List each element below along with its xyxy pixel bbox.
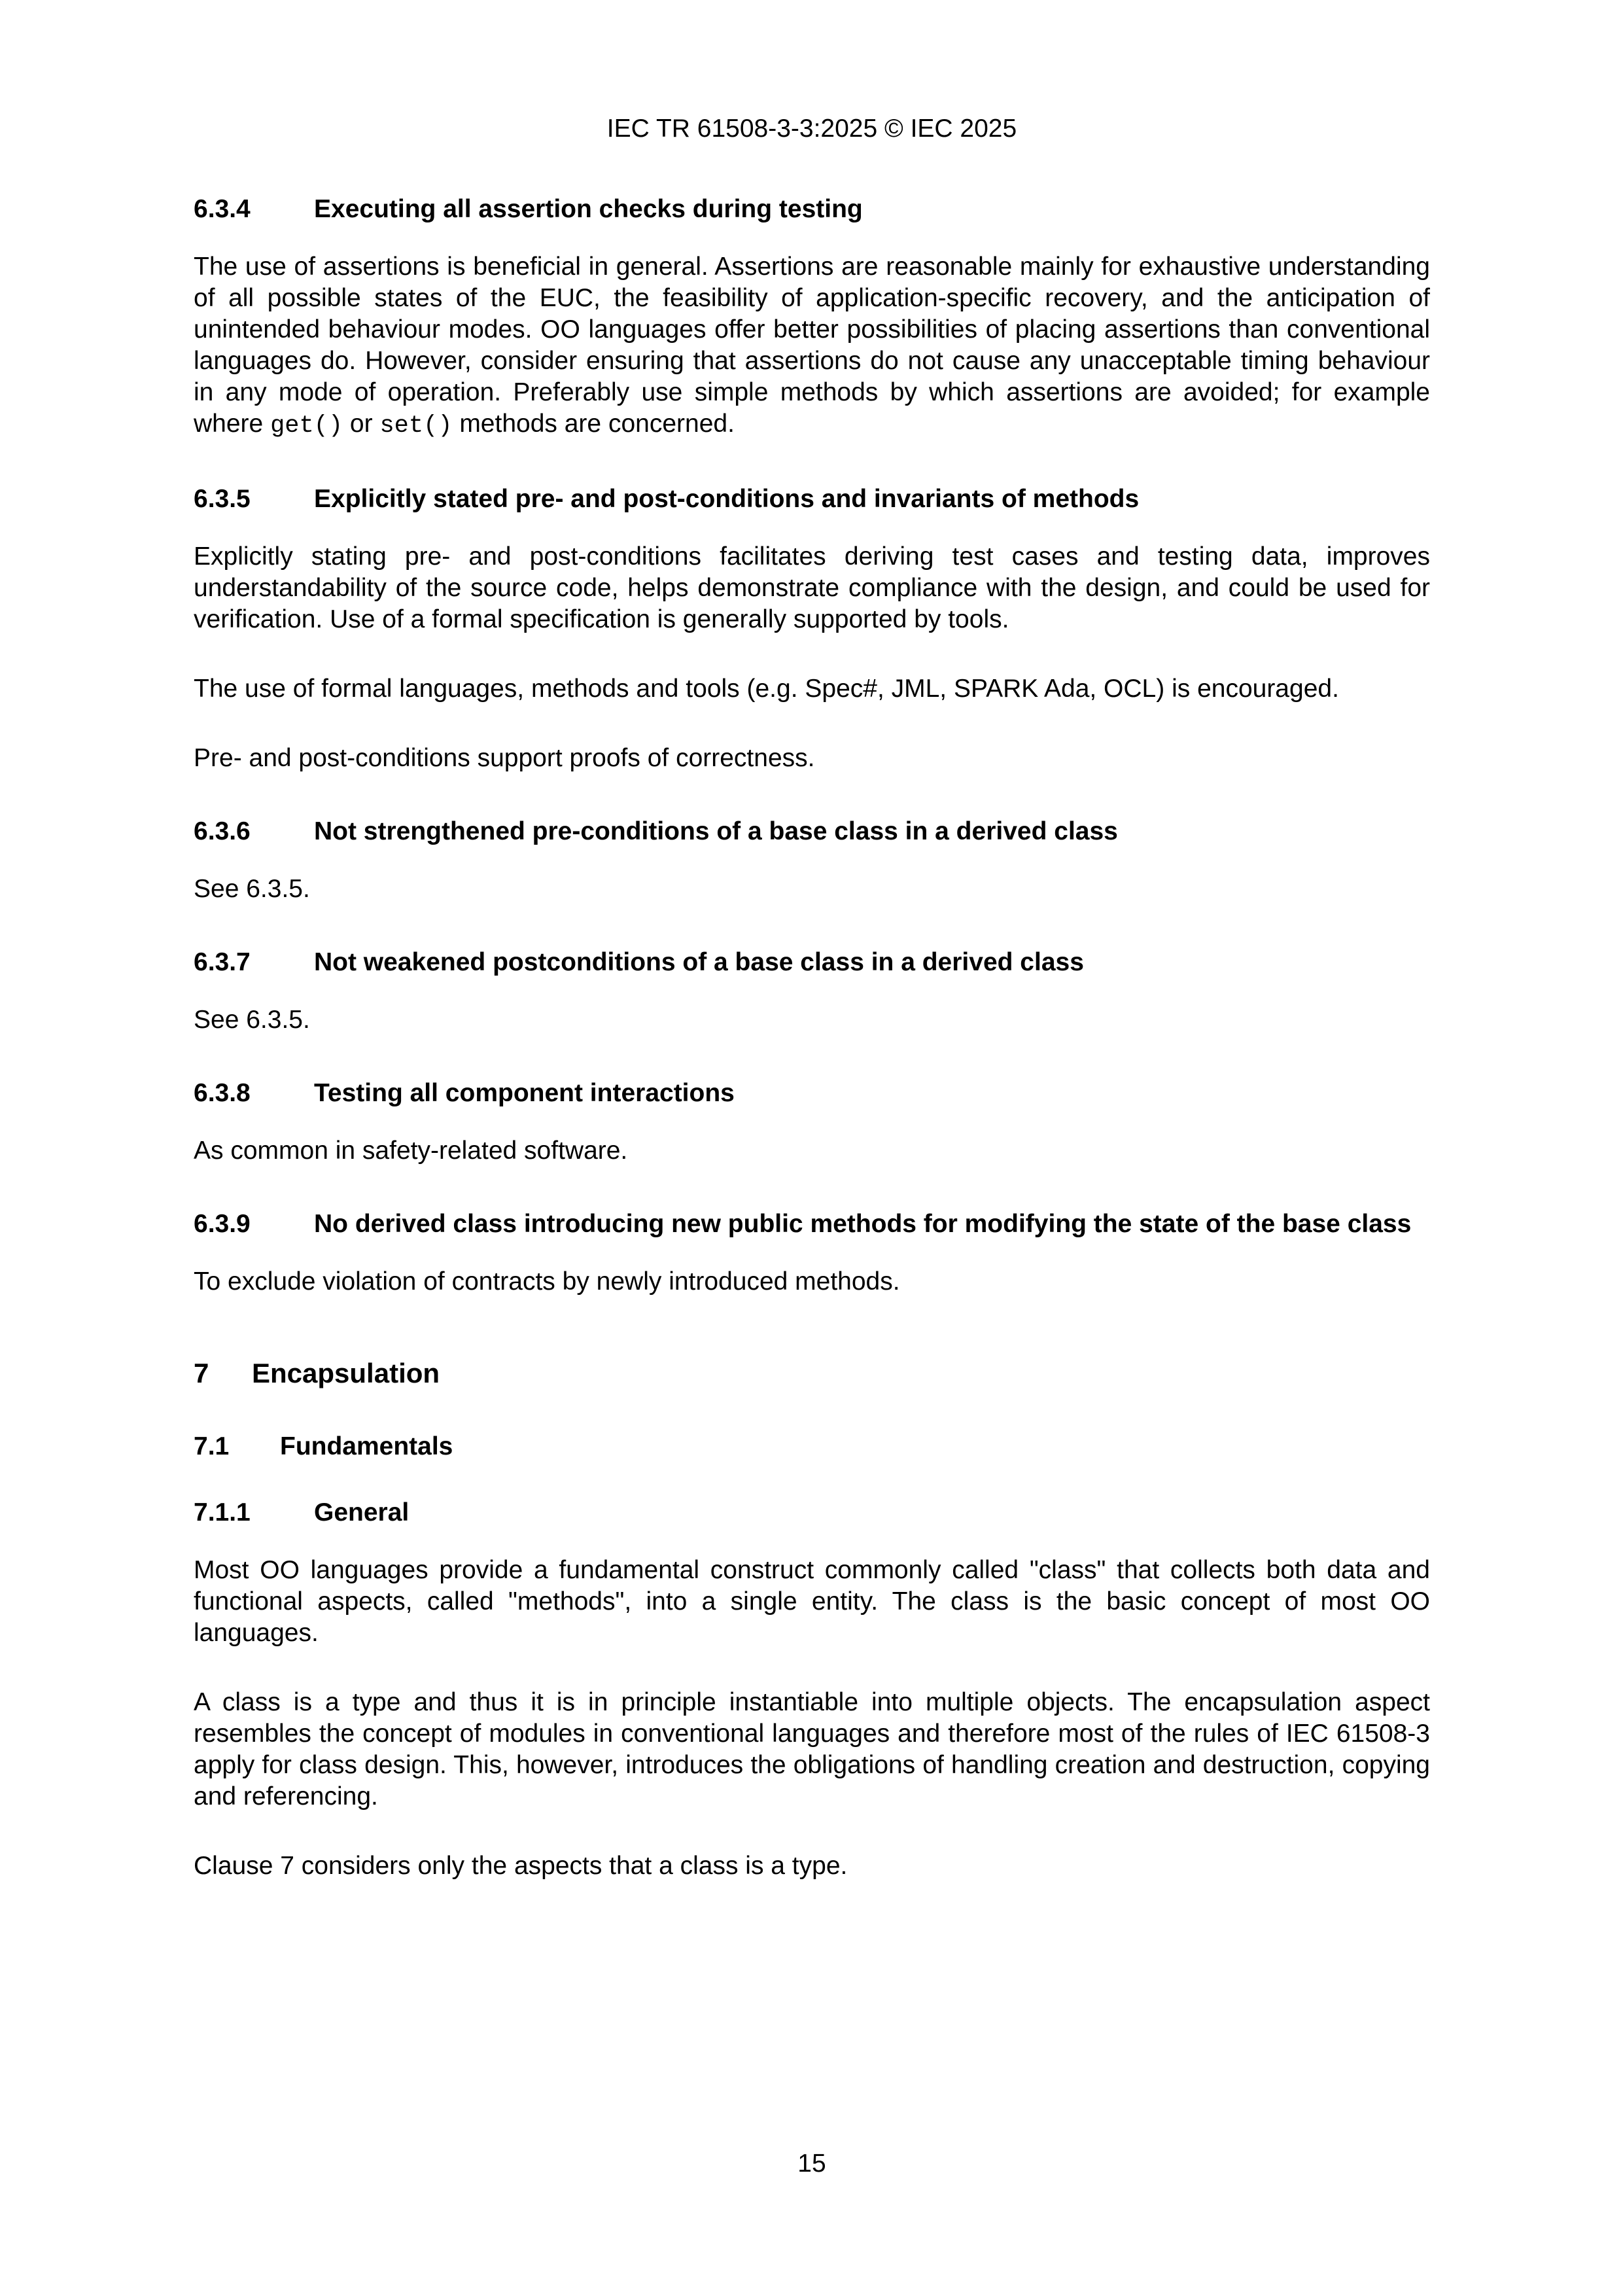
heading-title: No derived class introducing new public methods for modifying the state of the base class [314,1210,1412,1238]
heading-6-3-7 [194,947,1430,978]
heading-number: 6.3.7 [194,948,251,976]
heading-title: Explicitly stated pre- and post-conditions and invariants of methods [314,485,1140,513]
heading-title: Encapsulation [252,1358,440,1388]
paragraph-6-3-8: As common in safety-related software. [194,1137,628,1165]
paragraph-6-3-5-3: Pre- and post-conditions support proofs of correctness. [194,744,815,772]
heading-6-3-9 [194,1209,1430,1240]
paragraph-7-1-1-2: A class is a type and thus it is in principle instantiable into multiple objects. The encapsulation aspect resembles the concept of modules in conventional languages and therefore most of the rules of IEC 61508-3 apply for class design. This, however, introduces the obligations of handling creation and destruction, copying and referencing. [194,1688,1430,1810]
heading-6-3-5 [194,484,1430,515]
heading-number: 7.1.1 [194,1498,251,1527]
paragraph-7-1-1-3: Clause 7 considers only the aspects that a class is a type. [194,1852,848,1880]
heading-title: Not weakened postconditions of a base class in a derived class [314,948,1084,976]
heading-7-1-1 [194,1497,1430,1528]
paragraph-7-1-1-1: Most OO languages provide a fundamental construct commonly called "class" that collects both data and functional aspects, called "methods", into a single entity. The class is the basic concept of most OO languages. [194,1556,1430,1647]
heading-number: 7 [194,1358,209,1388]
paragraph-6-3-5-2: The use of formal languages, methods and tools (e.g. Spec#, JML, SPARK Ada, OCL) is encouraged. [194,675,1339,703]
heading-number: 6.3.4 [194,195,251,223]
paragraph-text: or [343,410,380,438]
heading-number: 6.3.5 [194,485,251,513]
heading-title: Executing all assertion checks during testing [314,195,863,223]
heading-number: 6.3.9 [194,1210,251,1238]
page-number: 15 [797,2149,826,2178]
heading-6-3-8 [194,1078,1430,1109]
heading-6-3-6 [194,816,1430,847]
heading-number: 6.3.8 [194,1079,251,1107]
heading-title: Not strengthened pre-conditions of a base class in a derived class [314,817,1118,845]
paragraph-6-3-9: To exclude violation of contracts by newly introduced methods. [194,1267,900,1296]
heading-number: 7.1 [194,1432,230,1460]
paragraph-6-3-7: See 6.3.5. [194,1006,310,1034]
heading-7-1 [194,1431,1430,1462]
paragraph-6-3-6: See 6.3.5. [194,875,310,903]
heading-number: 6.3.6 [194,817,251,845]
running-header: IEC TR 61508-3-3:2025 © IEC 2025 [606,115,1017,143]
heading-7 [194,1355,1430,1392]
paragraph-6-3-5-1: Explicitly stating pre- and post-conditions facilitates deriving test cases and testing data, improves understandability of the source code, helps demonstrate compliance with the design, and could be used for verification. Use of a formal specification is generally supported by tools. [194,542,1430,633]
heading-title: Testing all component interactions [314,1079,735,1107]
paragraph-text: methods are concerned. [452,410,735,438]
heading-title: Fundamentals [280,1432,453,1460]
inline-code-set: set() [379,412,453,440]
heading-title: General [314,1498,410,1527]
inline-code-get: get() [270,412,343,440]
heading-6-3-4 [194,194,1430,225]
paragraph-6-3-4 [194,251,1430,442]
paragraph-text: The use of assertions is beneficial in general. Assertions are reasonable mainly for exhaustive understanding of all possible states of the EUC, the feasibility of application-specific recovery, and the anticipation of unintended behaviour modes. OO languages offer better possibilities of placing assertions than conventional languages do. However, consider ensuring that assertions do not cause any unacceptable timing behaviour in any mode of operation. Preferably use simple methods by which assertions are avoided; for example where [194,253,1430,438]
page-content [194,183,1430,1882]
